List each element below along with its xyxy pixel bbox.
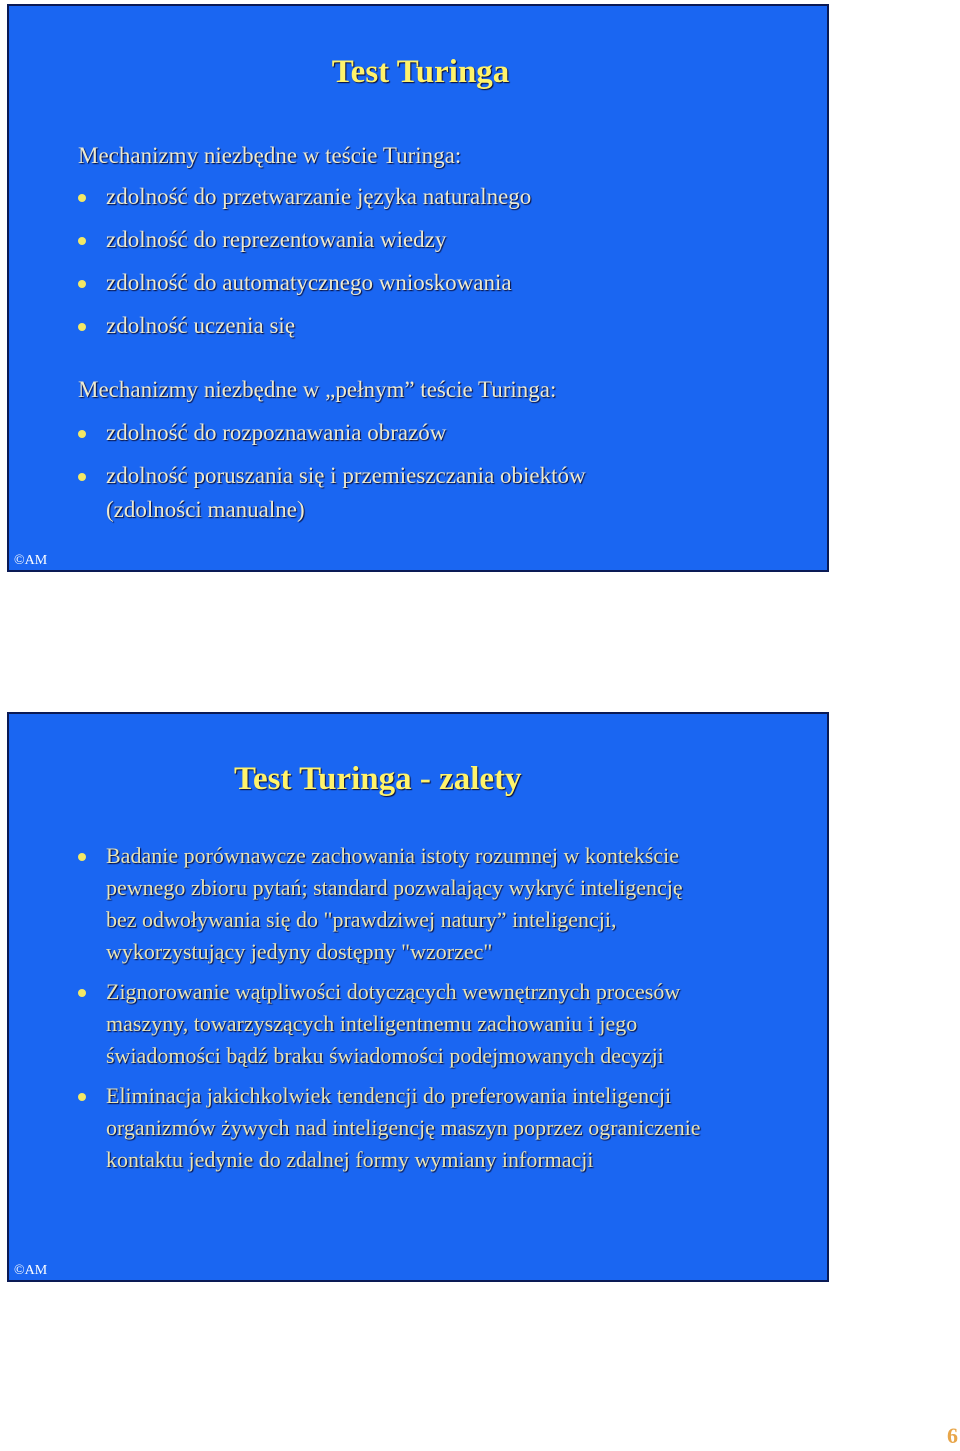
bullet-icon (78, 473, 86, 481)
bullet-icon (78, 989, 86, 997)
bullet-icon (78, 430, 86, 438)
bullet-icon (78, 1093, 86, 1101)
bullet-icon (78, 194, 86, 202)
slide-1: Test Turinga Mechanizmy niezbędne w teście Turinga: zdolność do przetwarzanie języka naturalnego zdolność do reprezentowania wiedzy zdolność do automatycznego wnioskowania zdolność uczenia się Mechanizmy niezbędne w „pełnym” teście Turinga: zdolność do rozpoznawania obrazów zdolność poruszania się i przemieszczania obiektów (zdolności manualne) ©AM (7, 4, 829, 572)
list-item: Zignorowanie wątpliwości dotyczących wewnętrznych procesów maszyny, towarzyszących inteligentnemu zachowaniu i jego świadomości bądź braku świadomości podejmowanych decyzji (106, 979, 681, 1068)
slide-1-title: Test Turinga (331, 54, 510, 90)
copyright-label: ©AM (14, 1263, 48, 1278)
bullet-icon (78, 853, 86, 861)
bullet-icon (78, 280, 86, 288)
bullet-icon (78, 237, 86, 245)
list-item: Eliminacja jakichkolwiek tendencji do preferowania inteligencji organizmów żywych nad inteligencję maszyn poprzez ograniczenie kontaktu jedynie do zdalnej formy wymiany informacji (106, 1083, 701, 1172)
copyright-label: ©AM (14, 553, 48, 568)
list-item: Badanie porównawcze zachowania istoty rozumnej w kontekście pewnego zbioru pytań; standard pozwalający wykryć inteligencję bez odwoływania się do "prawdziwej natury” inteligencji, wykorzystujący jedyny dostępny "wzorzec" (106, 843, 683, 964)
page-number: 6 (947, 1423, 958, 1448)
section-2-heading: Mechanizmy niezbędne w „pełnym” teście Turinga: (78, 377, 557, 402)
list-item-continuation: (zdolności manualne) (106, 497, 305, 522)
slide-2 (7, 712, 829, 1282)
bullet-icon (78, 323, 86, 331)
section-1-heading: Mechanizmy niezbędne w teście Turinga: (78, 143, 462, 168)
slide-2-title: Test Turinga - zalety (234, 761, 522, 797)
